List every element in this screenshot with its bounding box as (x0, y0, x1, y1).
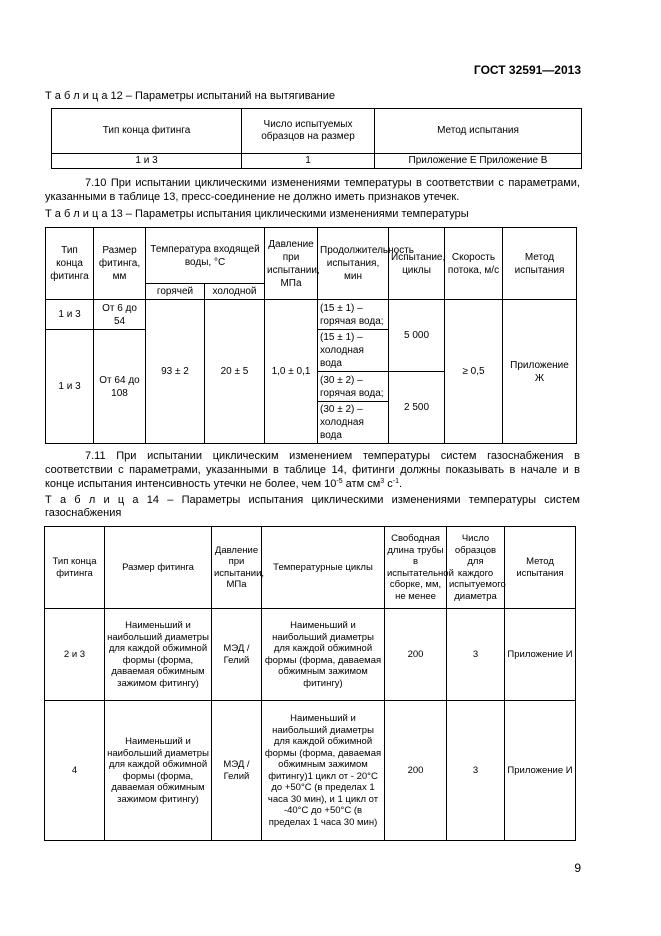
paragraph-end: . (398, 478, 403, 490)
table14-header-method: Метод испытания (505, 527, 576, 609)
table14-cell: МЭД / Гелий (212, 701, 262, 841)
table13-header-cycles: Испытание, циклы (389, 228, 445, 300)
table14-header-size: Размер фитинга (105, 527, 212, 609)
table13-cell: 1 и 3 (46, 300, 94, 330)
table13-cell-flow: ≥ 0,5 (445, 300, 503, 444)
table12-header-count: Число испытуемых образцов на размер (242, 109, 375, 154)
table14-header-cycles: Температурные циклы (262, 527, 385, 609)
table-row (45, 701, 576, 841)
table13-cell-cold: 20 ± 5 (205, 300, 265, 444)
table13-cell-cycles: 5 000 (389, 300, 445, 372)
table13-header-hot: горячей (146, 284, 205, 300)
table13-header-cold: холодной (205, 284, 265, 300)
table12-cell: Приложение Е Приложение В (375, 154, 582, 169)
table13-cell: От 64 до 108 (94, 330, 146, 444)
table14-cell: 2 и 3 (45, 609, 105, 701)
table12-cell: 1 (242, 154, 375, 169)
table14-cell: Приложение И (505, 701, 576, 841)
document-header: ГОСТ 32591—2013 (473, 63, 581, 77)
table13-cell-duration: (30 ± 2) – горячая вода; (318, 372, 389, 402)
table14-cell: 3 (447, 701, 505, 841)
exponent: -5 (336, 478, 343, 485)
table14-header-pressure: Давление при испытании, МПа (212, 527, 262, 609)
table14-header-samples: Число образцов для каждого испытуемого диаметра (447, 527, 505, 609)
table13-cell: От 6 до 54 (94, 300, 146, 330)
table13-header-method: Метод испытания (503, 228, 577, 300)
table13-cell-pressure: 1,0 ± 0,1 (265, 300, 318, 444)
table14-cell: Наименьший и наибольший диаметры для каждой обжимной формы (форма, даваемая обжимным зажимом фитингу) (262, 609, 385, 701)
table12-caption: Т а б л и ц а 12 – Параметры испытаний на вытягивание (45, 90, 335, 102)
table13 (45, 227, 577, 444)
unit-text: атм см (342, 478, 381, 490)
table12 (51, 108, 582, 169)
table13-cell-duration: (15 ± 1) – холодная вода (318, 330, 389, 372)
table12-header-type: Тип конца фитинга (52, 109, 242, 154)
table14-cell: 200 (385, 609, 447, 701)
table13-header-pressure: Давление при испытании, МПа (265, 228, 318, 300)
table14-caption: Т а б л и ц а 14 – Параметры испытания циклическими изменениями температуры систем газоснабжения (45, 494, 580, 519)
table14-cell: Наименьший и наибольший диаметры для каждой обжимной формы (форма, даваемая обжимным зажимом фитингу) (105, 701, 212, 841)
table14-cell: Наименьший и наибольший диаметры для каждой обжимной формы (форма, даваемая обжимным зажимом фитингу)1 цикл от - 20°С до +50°С (в пределах 1 часа 30 мин), и 1 цикл от -40°С до +50°С (в пределах 1 часа 30 мин) (262, 701, 385, 841)
table14-header-type: Тип конца фитинга (45, 527, 105, 609)
table12-header-method: Метод испытания (375, 109, 582, 154)
paragraph-7-11-text: 7.11 При испытании циклическим изменением температуры систем газоснабжения в соответствии с параметрами, указанными в таблице 14, фитинги должны показывать в начале и в конце испытания интенсивность утечки не более, чем 10 (45, 450, 580, 490)
table14-cell: 3 (447, 609, 505, 701)
page-number: 9 (574, 861, 581, 875)
paragraph-7-10: 7.10 При испытании циклическими изменениями температуры в соответствии с параметрами, указанными в таблице 13, пресс-соединение не должно иметь признаков утечек. (45, 177, 580, 203)
table13-cell-duration: (15 ± 1) – горячая вода; (318, 300, 389, 330)
table14-header-length: Свободная длина трубы в испытательной сборке, мм, не менее (385, 527, 447, 609)
table13-header-temperature: Температура входящей воды, °С (146, 228, 265, 284)
table13-cell-duration: (30 ± 2) – холодная вода (318, 402, 389, 444)
table14-cell: МЭД / Гелий (212, 609, 262, 701)
table13-header-size: Размер фитинга, мм (94, 228, 146, 300)
table14-cell: Приложение И (505, 609, 576, 701)
table14-cell: 4 (45, 701, 105, 841)
table13-header-duration: Продолжительность испытания, мин (318, 228, 389, 300)
exponent: -1 (392, 478, 399, 485)
table14-cell: 200 (385, 701, 447, 841)
table14 (44, 526, 576, 841)
exponent: 3 (380, 478, 385, 485)
table13-cell: 1 и 3 (46, 330, 94, 444)
table13-cell-hot: 93 ± 2 (146, 300, 205, 444)
table13-cell-cycles: 2 500 (389, 372, 445, 444)
unit-text: с (384, 478, 393, 490)
paragraph-7-11 (45, 449, 580, 491)
table14-cell: Наименьший и наибольший диаметры для каждой обжимной формы (форма, даваемая обжимным зажимом фитингу) (105, 609, 212, 701)
table13-caption: Т а б л и ц а 13 – Параметры испытания циклическими изменениями температуры (45, 208, 469, 220)
table12-cell: 1 и 3 (52, 154, 242, 169)
table13-cell-method: Приложение Ж (503, 300, 577, 444)
table13-header-flow: Скорость потока, м/с (445, 228, 503, 300)
table13-header-type: Тип конца фитинга (46, 228, 94, 300)
table-row (45, 609, 576, 701)
